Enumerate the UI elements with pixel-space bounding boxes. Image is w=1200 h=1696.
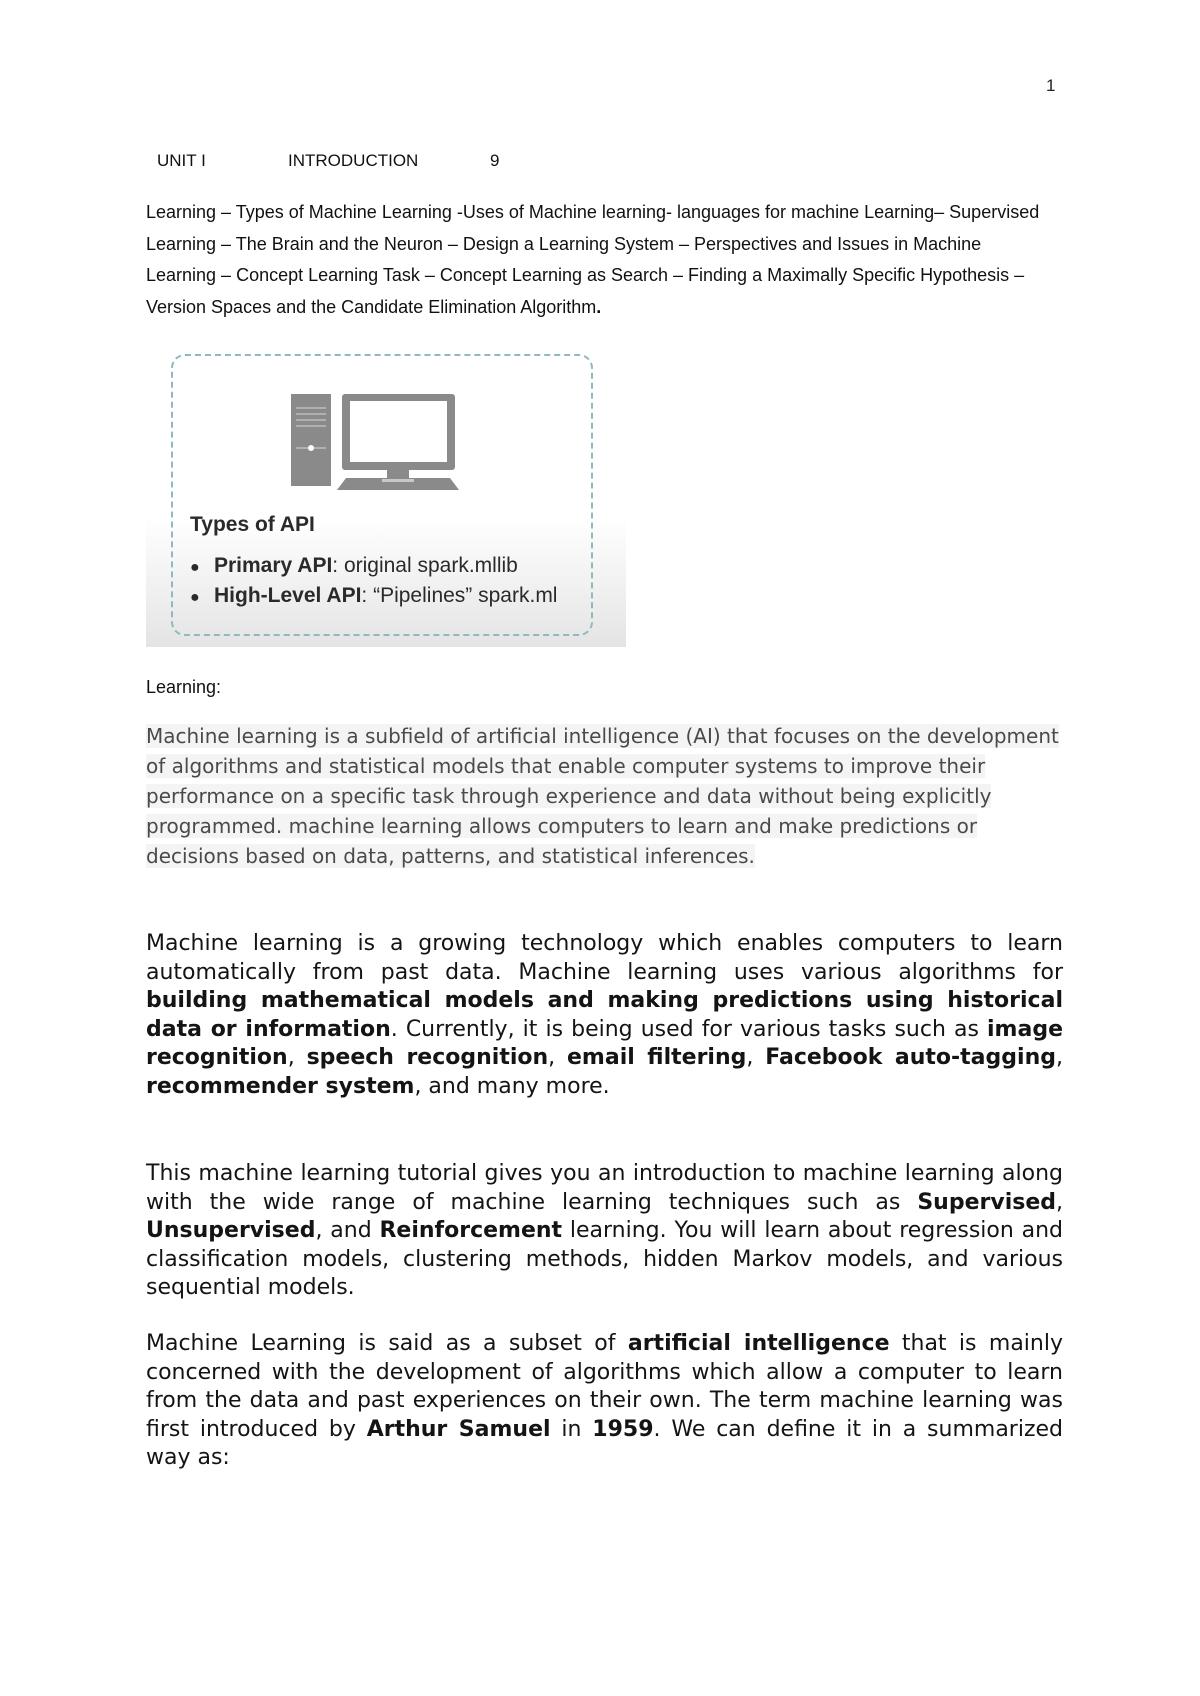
text-run: . We can define it in a summarized way as:: [146, 1416, 1064, 1470]
text-run: ,: [287, 1045, 307, 1070]
bold-run: Reinforcement: [379, 1218, 563, 1243]
api-name: Primary API: [214, 554, 333, 577]
text-run: ,: [746, 1045, 766, 1070]
bold-run: email filtering: [567, 1045, 747, 1070]
ml-tutorial-paragraph: [146, 1160, 1063, 1303]
syllabus-paragraph: [146, 197, 1046, 323]
bold-run: Arthur Samuel: [366, 1416, 551, 1442]
text-run: ,: [1055, 1045, 1063, 1070]
bold-run: image recognition: [146, 1016, 1063, 1070]
text-run: ,: [548, 1045, 568, 1070]
unit-hours: 9: [490, 151, 500, 170]
text-run: learning. You will learn about regression and classification models, clustering methods, hidden Markov models, and various sequential models.: [146, 1218, 1064, 1300]
text-run: Machine Learning is said as a subset of: [146, 1331, 628, 1356]
unit-label: UNIT I: [157, 151, 206, 170]
bold-run: artificial intelligence: [627, 1331, 890, 1356]
intro-text: Machine learning is a subfield of artificial intelligence (AI) that focuses on the development of algorithms and statistical models that enable computer systems to improve their performance on a specific task through experience and data without being explicitly programmed. machine learning allows computers to learn and make predictions or decisions based on data, patterns, and statistical inferences.: [146, 724, 1059, 868]
api-description: : “Pipelines” spark.ml: [361, 584, 558, 607]
desktop-computer-icon: [291, 389, 471, 499]
text-run: in: [550, 1416, 593, 1442]
syllabus-end: .: [596, 296, 602, 317]
bold-run: building mathematical models and making predictions using historical data or information: [146, 988, 1063, 1042]
learning-heading: Learning:: [146, 677, 222, 697]
api-name: High-Level API: [214, 584, 362, 607]
bullet-icon: ●: [190, 589, 200, 606]
ml-growing-technology-paragraph: [146, 930, 1063, 1101]
ml-definition-paragraph: [146, 1330, 1063, 1473]
text-run: ,: [1056, 1189, 1063, 1215]
bullet-icon: ●: [190, 559, 200, 576]
bold-run: Supervised: [917, 1189, 1056, 1215]
bold-run: Unsupervised: [146, 1218, 316, 1243]
text-run: Machine learning is a growing technology which enables computers to learn automatically from past data. Machine learning uses various algorithms for: [146, 931, 1063, 985]
text-run: . Currently, it is being used for various tasks such as: [390, 1016, 988, 1042]
text-run: , and many more.: [414, 1073, 610, 1099]
api-description: : original spark.mllib: [332, 554, 518, 577]
intro-paragraph: [146, 721, 1066, 871]
figure-api-list: [190, 551, 557, 611]
types-of-api-figure: [146, 339, 626, 647]
figure-list-item: [190, 581, 557, 611]
bold-run: 1959: [592, 1416, 654, 1442]
bold-run: recommender system: [146, 1073, 415, 1099]
bold-run: speech recognition: [306, 1045, 549, 1070]
text-run: that is mainly concerned with the development of algorithms which allow a computer to learn from the data and past experiences on their own. The term machine learning was first introduced by: [146, 1331, 1063, 1442]
figure-title: Types of API: [190, 513, 315, 536]
figure-list-item: [190, 551, 557, 581]
text-run: , and: [315, 1218, 380, 1243]
page-number: 1: [1046, 76, 1056, 95]
syllabus-text: Learning – Types of Machine Learning -Uses of Machine learning- languages for machine Learning– Supervised Learning – The Brain and the Neuron – Design a Learning System – Perspectives and Issues in Machine Learning – Concept Learning Task – Concept Learning as Search – Finding a Maximally Specific Hypothesis – Version Spaces and the Candidate Elimination Algorithm: [146, 202, 1040, 317]
text-run: This machine learning tutorial gives you an introduction to machine learning along with the wide range of machine learning techniques such as: [146, 1161, 1063, 1215]
bold-run: Facebook auto-tagging: [765, 1045, 1056, 1070]
unit-title: INTRODUCTION: [288, 151, 419, 170]
